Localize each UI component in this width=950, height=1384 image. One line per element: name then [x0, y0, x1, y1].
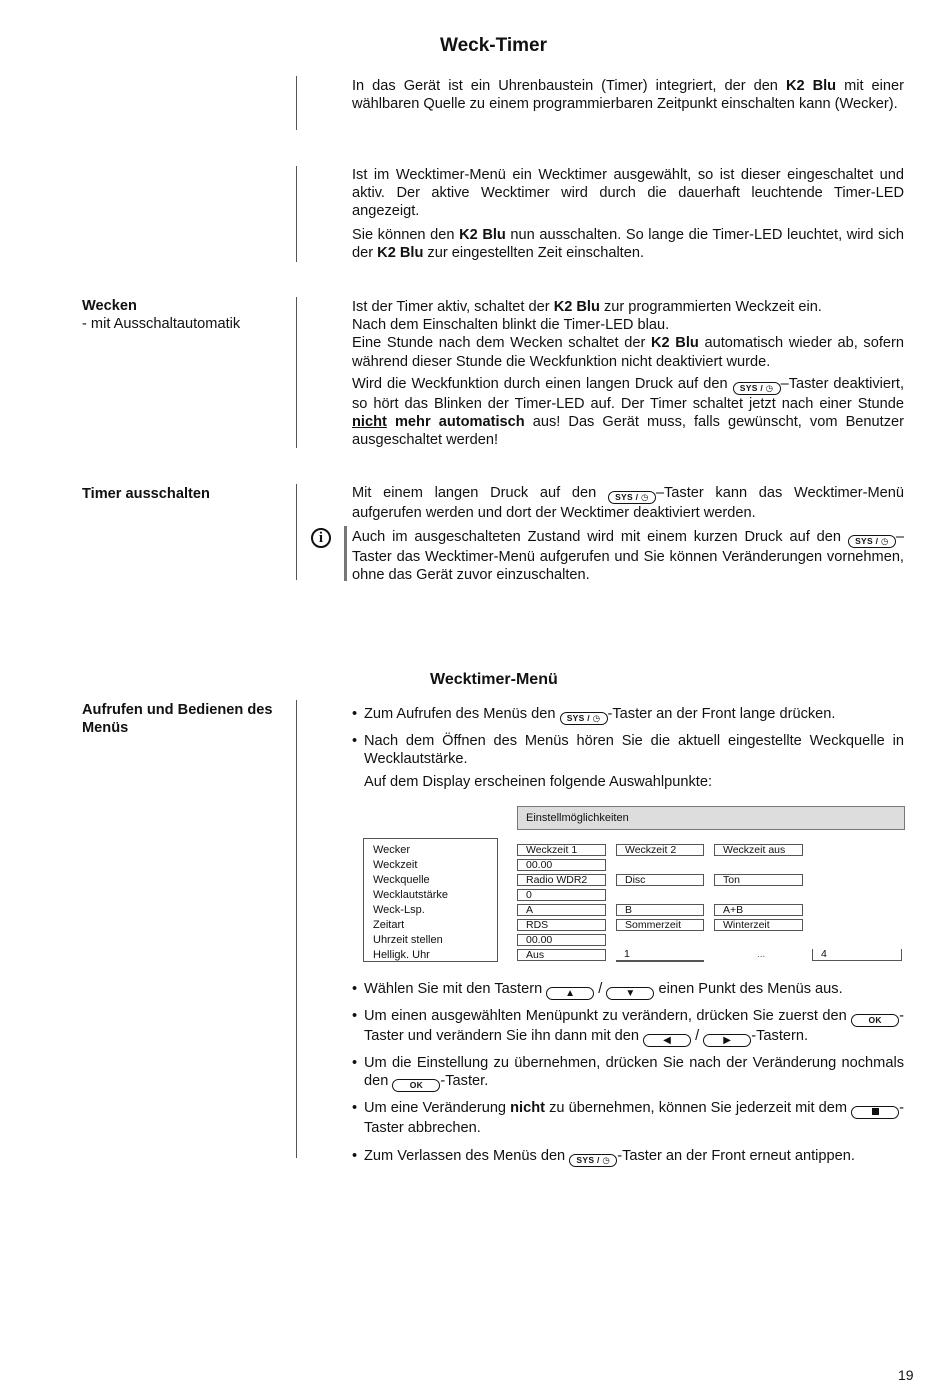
menu-figure-item: Weck-Lsp.	[373, 904, 425, 916]
menu-option-cell: 1	[616, 949, 704, 961]
menu-figure-item: Weckzeit	[373, 859, 418, 871]
divider	[296, 700, 297, 1158]
list-item: • Um einen ausgewählten Menüpunkt zu verändern, drücken Sie zuerst den OK -Taster und verändern Sie ihn dann mit den ◀ / ▶ -Tastern.	[352, 1007, 904, 1047]
intro-paragraph-2: Ist im Wecktimer-Menü ein Wecktimer ausgewählt, so ist dieser eingeschaltet und aktiv. Der aktive Wecktimer wird durch die dauerhaft leuchtende Timer-LED angezeigt. Sie können den K2 Blu nun ausschalten. So lange die Timer-LED leuchtet, wird sich der K2 Blu zur eingestellten Zeit einschalten.	[352, 167, 905, 261]
page-title: Weck-Timer	[440, 35, 548, 56]
menu-figure-item: Uhrzeit stellen	[373, 934, 443, 946]
ok-key-icon: OK	[851, 1014, 899, 1027]
list-item: • Wählen Sie mit den Tastern ▲ / ▼ einen Punkt des Menüs aus.	[352, 980, 904, 1000]
list-item: • Zum Aufrufen des Menüs den SYS / ◷ -Taster an der Front lange drücken.	[352, 705, 904, 725]
menu-option-cell: Sommerzeit	[616, 919, 704, 931]
list-item: • Um die Einstellung zu übernehmen, drücken Sie nach der Veränderung nochmals den OK -Taster.	[352, 1054, 904, 1092]
menu-figure-items	[363, 838, 498, 962]
sys-key-icon: SYS / ◷	[848, 535, 896, 548]
menu-option-cell: Weckzeit 1	[517, 844, 606, 856]
divider	[296, 484, 297, 580]
menu-option-cell: Aus	[517, 949, 606, 961]
menu-figure-item: Helligk. Uhr	[373, 949, 430, 961]
menu-option-cell: Disc	[616, 874, 704, 886]
menu-option-cell: 4	[812, 949, 902, 961]
menu-option-cell: 0	[517, 889, 606, 901]
info-icon: i	[311, 528, 331, 548]
left-arrow-key-icon: ◀	[643, 1034, 691, 1047]
timer-aus-text: Mit einem langen Druck auf den SYS / ◷ –Taster kann das Wecktimer-Menü aufgerufen werden und dort der Wecktimer deaktiviert werden. Auch im ausgeschalteten Zustand wird mit einem kurzen Druck auf den SYS / ◷ –Taster das Wecktimer-Menü aufgerufen und Sie können Veränderungen vornehmen, ohne das Gerät zuvor einzuschalten.	[352, 485, 904, 584]
menu-option-cell: A	[517, 904, 606, 916]
right-arrow-key-icon: ▶	[703, 1034, 751, 1047]
list-item: • Zum Verlassen des Menüs den SYS / ◷ -Taster an der Front erneut antippen.	[352, 1147, 904, 1167]
menu-section-title: Wecktimer-Menü	[430, 671, 558, 688]
wecken-heading: Wecken - mit Ausschaltautomatik	[82, 298, 241, 333]
list-item: • Um eine Veränderung nicht zu übernehmen, können Sie jederzeit mit dem -Taster abbrechen.	[352, 1099, 904, 1137]
sys-key-icon: SYS / ◷	[733, 382, 781, 395]
menu-option-cell: Weckzeit 2	[616, 844, 704, 856]
menu-side-heading: Aufrufen und Bedienen des Menüs	[82, 702, 273, 737]
ok-key-icon: OK	[392, 1079, 440, 1092]
menu-option-cell: 00.00	[517, 859, 606, 871]
sys-key-icon: SYS / ◷	[608, 491, 656, 504]
stop-key-icon	[851, 1106, 899, 1119]
list-item: • Nach dem Öffnen des Menüs hören Sie die aktuell eingestellte Weckquelle in Wecklautstärke.	[352, 732, 904, 768]
menu-option-cell: A+B	[714, 904, 803, 916]
wecken-text: Ist der Timer aktiv, schaltet der K2 Blu zur programmierten Weckzeit ein. Nach dem Einschalten blinkt die Timer-LED blau. Eine Stunde nach dem Wecken schaltet der K2 Blu automatisch wieder ab, sofern während dieser Stunde die Weckfunktion nicht deaktiviert wurde. Wird die Weckfunktion durch einen langen Druck auf den SYS / ◷ –Taster deaktiviert, so hört das Blinken der Timer-LED auf. Der Timer schaltet jetzt nach einer Stunde nicht mehr automatisch aus! Das Gerät muss, falls gewünscht, vom Benutzer ausgeschaltet werden!	[352, 299, 905, 449]
menu-option-cell: Ton	[714, 874, 803, 886]
menu-option-cell: RDS	[517, 919, 606, 931]
menu-option-underline	[616, 961, 704, 962]
menu-option-cell: 00.00	[517, 934, 606, 946]
menu-option-cell: B	[616, 904, 704, 916]
note-bar	[344, 526, 347, 581]
divider	[296, 297, 297, 448]
menu-option-cell: Radio WDR2	[517, 874, 606, 886]
timer-aus-heading: Timer ausschalten	[82, 486, 210, 502]
up-arrow-key-icon: ▲	[546, 987, 594, 1000]
divider	[296, 76, 297, 130]
menu-bullets-top	[352, 705, 904, 792]
sys-key-icon: SYS / ◷	[569, 1154, 617, 1167]
page-number: 19	[898, 1367, 914, 1383]
list-subtext: Auf dem Display erscheinen folgende Auswahlpunkte:	[364, 774, 713, 791]
menu-figure-header: Einstellmöglichkeiten	[517, 806, 905, 830]
intro-paragraph-1: In das Gerät ist ein Uhrenbaustein (Timer) integriert, der den K2 Blu mit einer wählbaren Quelle zu einem programmierbaren Zeitpunkt einschalten kann (Wecker).	[352, 78, 905, 113]
menu-option-ellipsis: ...	[757, 949, 766, 960]
menu-figure-item: Zeitart	[373, 919, 405, 931]
menu-figure-item: Weckquelle	[373, 874, 430, 886]
menu-option-cell: Winterzeit	[714, 919, 803, 931]
down-arrow-key-icon: ▼	[606, 987, 654, 1000]
sys-key-icon: SYS / ◷	[560, 712, 608, 725]
menu-bullets-bottom	[352, 980, 904, 1167]
menu-figure-item: Wecklautstärke	[373, 889, 448, 901]
menu-figure-item: Wecker	[373, 844, 411, 856]
divider	[296, 166, 297, 262]
menu-option-cell: Weckzeit aus	[714, 844, 803, 856]
